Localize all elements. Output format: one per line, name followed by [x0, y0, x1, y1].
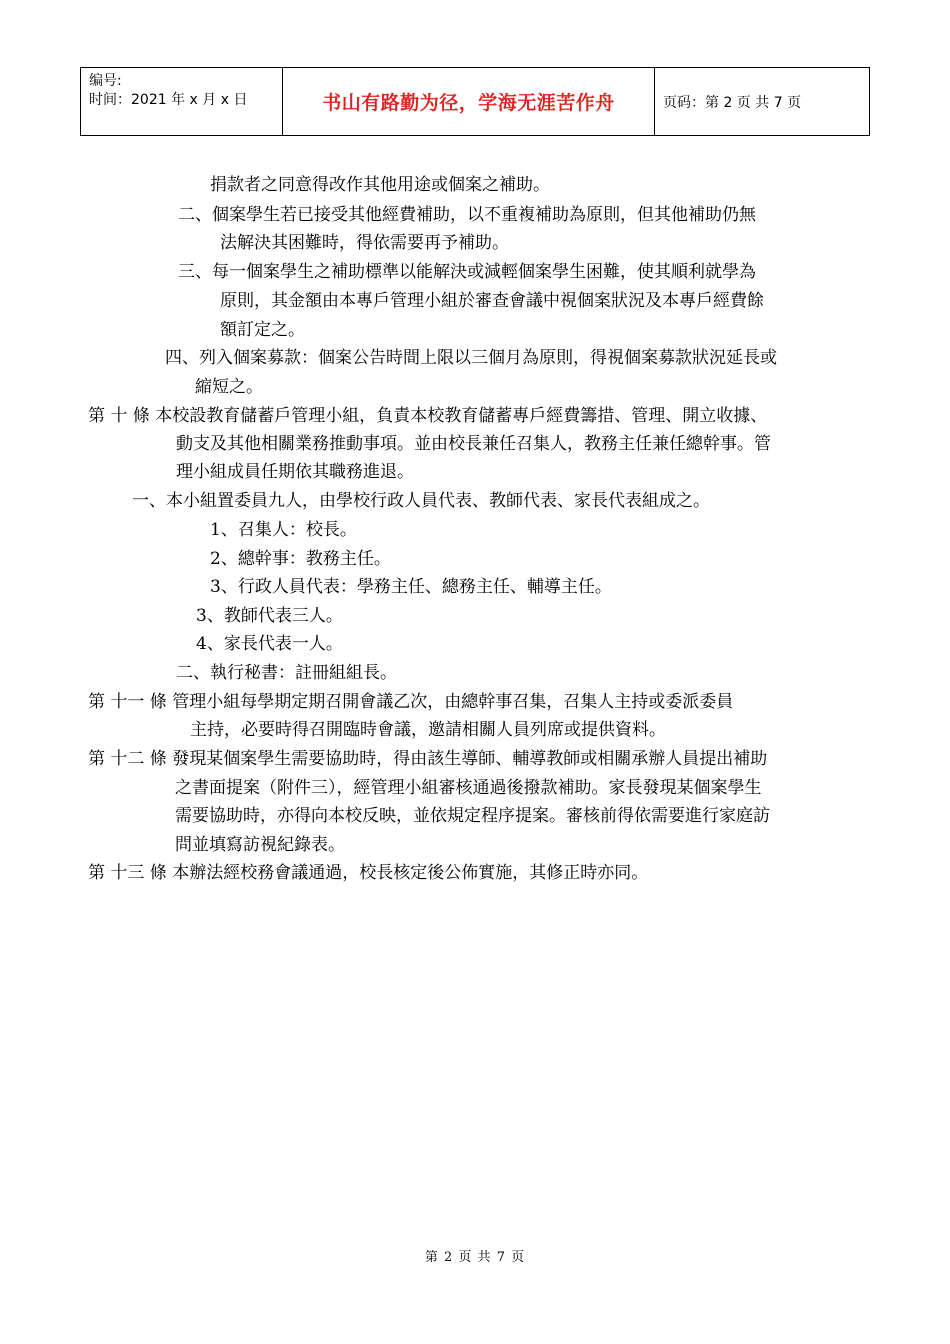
body-line: 2、總幹事：教務主任。 [210, 549, 391, 569]
page-footer: 第 2 页 共 7 页 [424, 1250, 526, 1265]
body-line: 需要協助時，亦得向本校反映，並依規定程序提案。審核前得依需要進行家庭訪 [175, 806, 770, 826]
article-11: 第 十一 條 管理小組每學期定期召開會議乙次，由總幹事召集，召集人主持或委派委員 [88, 692, 734, 712]
body-line: 動支及其他相關業務推動事項。並由校長兼任召集人，教務主任兼任總幹事。管 [176, 434, 771, 454]
document-number-label: 编号: [89, 73, 122, 89]
body-line: 三、每一個案學生之補助標準以能解決或減輕個案學生困難，使其順利就學為 [178, 262, 756, 282]
article-13: 第 十三 條 本辦法經校務會議通過，校長核定後公佈實施，其修正時亦同。 [88, 863, 649, 883]
header-info-cell [81, 68, 283, 135]
body-line: 捐款者之同意得改作其他用途或個案之補助。 [210, 175, 550, 195]
body-line: 法解決其困難時，得依需要再予補助。 [220, 233, 509, 253]
body-line: 一、本小組置委員九人，由學校行政人員代表、教師代表、家長代表組成之。 [132, 491, 710, 511]
header-page-label: 页码：第 2 页 共 7 页 [663, 94, 802, 111]
body-line: 1、召集人：校長。 [210, 520, 357, 540]
article-10: 第 十 條 本校設教育儲蓄戶管理小組，負責本校教育儲蓄專戶經費籌措、管理、開立收據、 [88, 406, 768, 426]
body-line: 二、執行秘書：註冊組組長。 [176, 663, 397, 683]
body-line: 4、家長代表一人。 [196, 634, 343, 654]
body-line: 之書面提案（附件三），經管理小組審核通過後撥款補助。家長發現某個案學生 [175, 778, 762, 798]
document-time-label: 时间：2021 年 x 月 x 日 [89, 92, 248, 108]
body-line: 3、教師代表三人。 [196, 606, 343, 626]
body-line: 問並填寫訪視紀錄表。 [175, 835, 345, 855]
body-line: 3、行政人員代表：學務主任、總務主任、輔導主任。 [210, 577, 612, 597]
body-line: 主持，必要時得召開臨時會議，邀請相關人員列席或提供資料。 [190, 720, 666, 740]
body-line: 二、個案學生若已接受其他經費補助，以不重複補助為原則，但其他補助仍無 [178, 205, 756, 225]
header-table [80, 67, 870, 136]
body-line: 原則，其金額由本專戶管理小組於審查會議中視個案狀況及本專戶經費餘 [220, 291, 764, 311]
body-line: 理小組成員任期依其職務進退。 [176, 462, 414, 482]
body-line: 額訂定之。 [220, 320, 305, 340]
body-line: 四、列入個案募款：個案公告時間上限以三個月為原則，得視個案募款狀況延長或 [165, 348, 777, 368]
body-line: 縮短之。 [195, 377, 263, 397]
header-motto: 书山有路勤为径，学海无涯苦作舟 [283, 68, 655, 135]
article-12: 第 十二 條 發現某個案學生需要協助時，得由該生導師、輔導教師或相關承辦人員提出補助 [88, 749, 768, 769]
